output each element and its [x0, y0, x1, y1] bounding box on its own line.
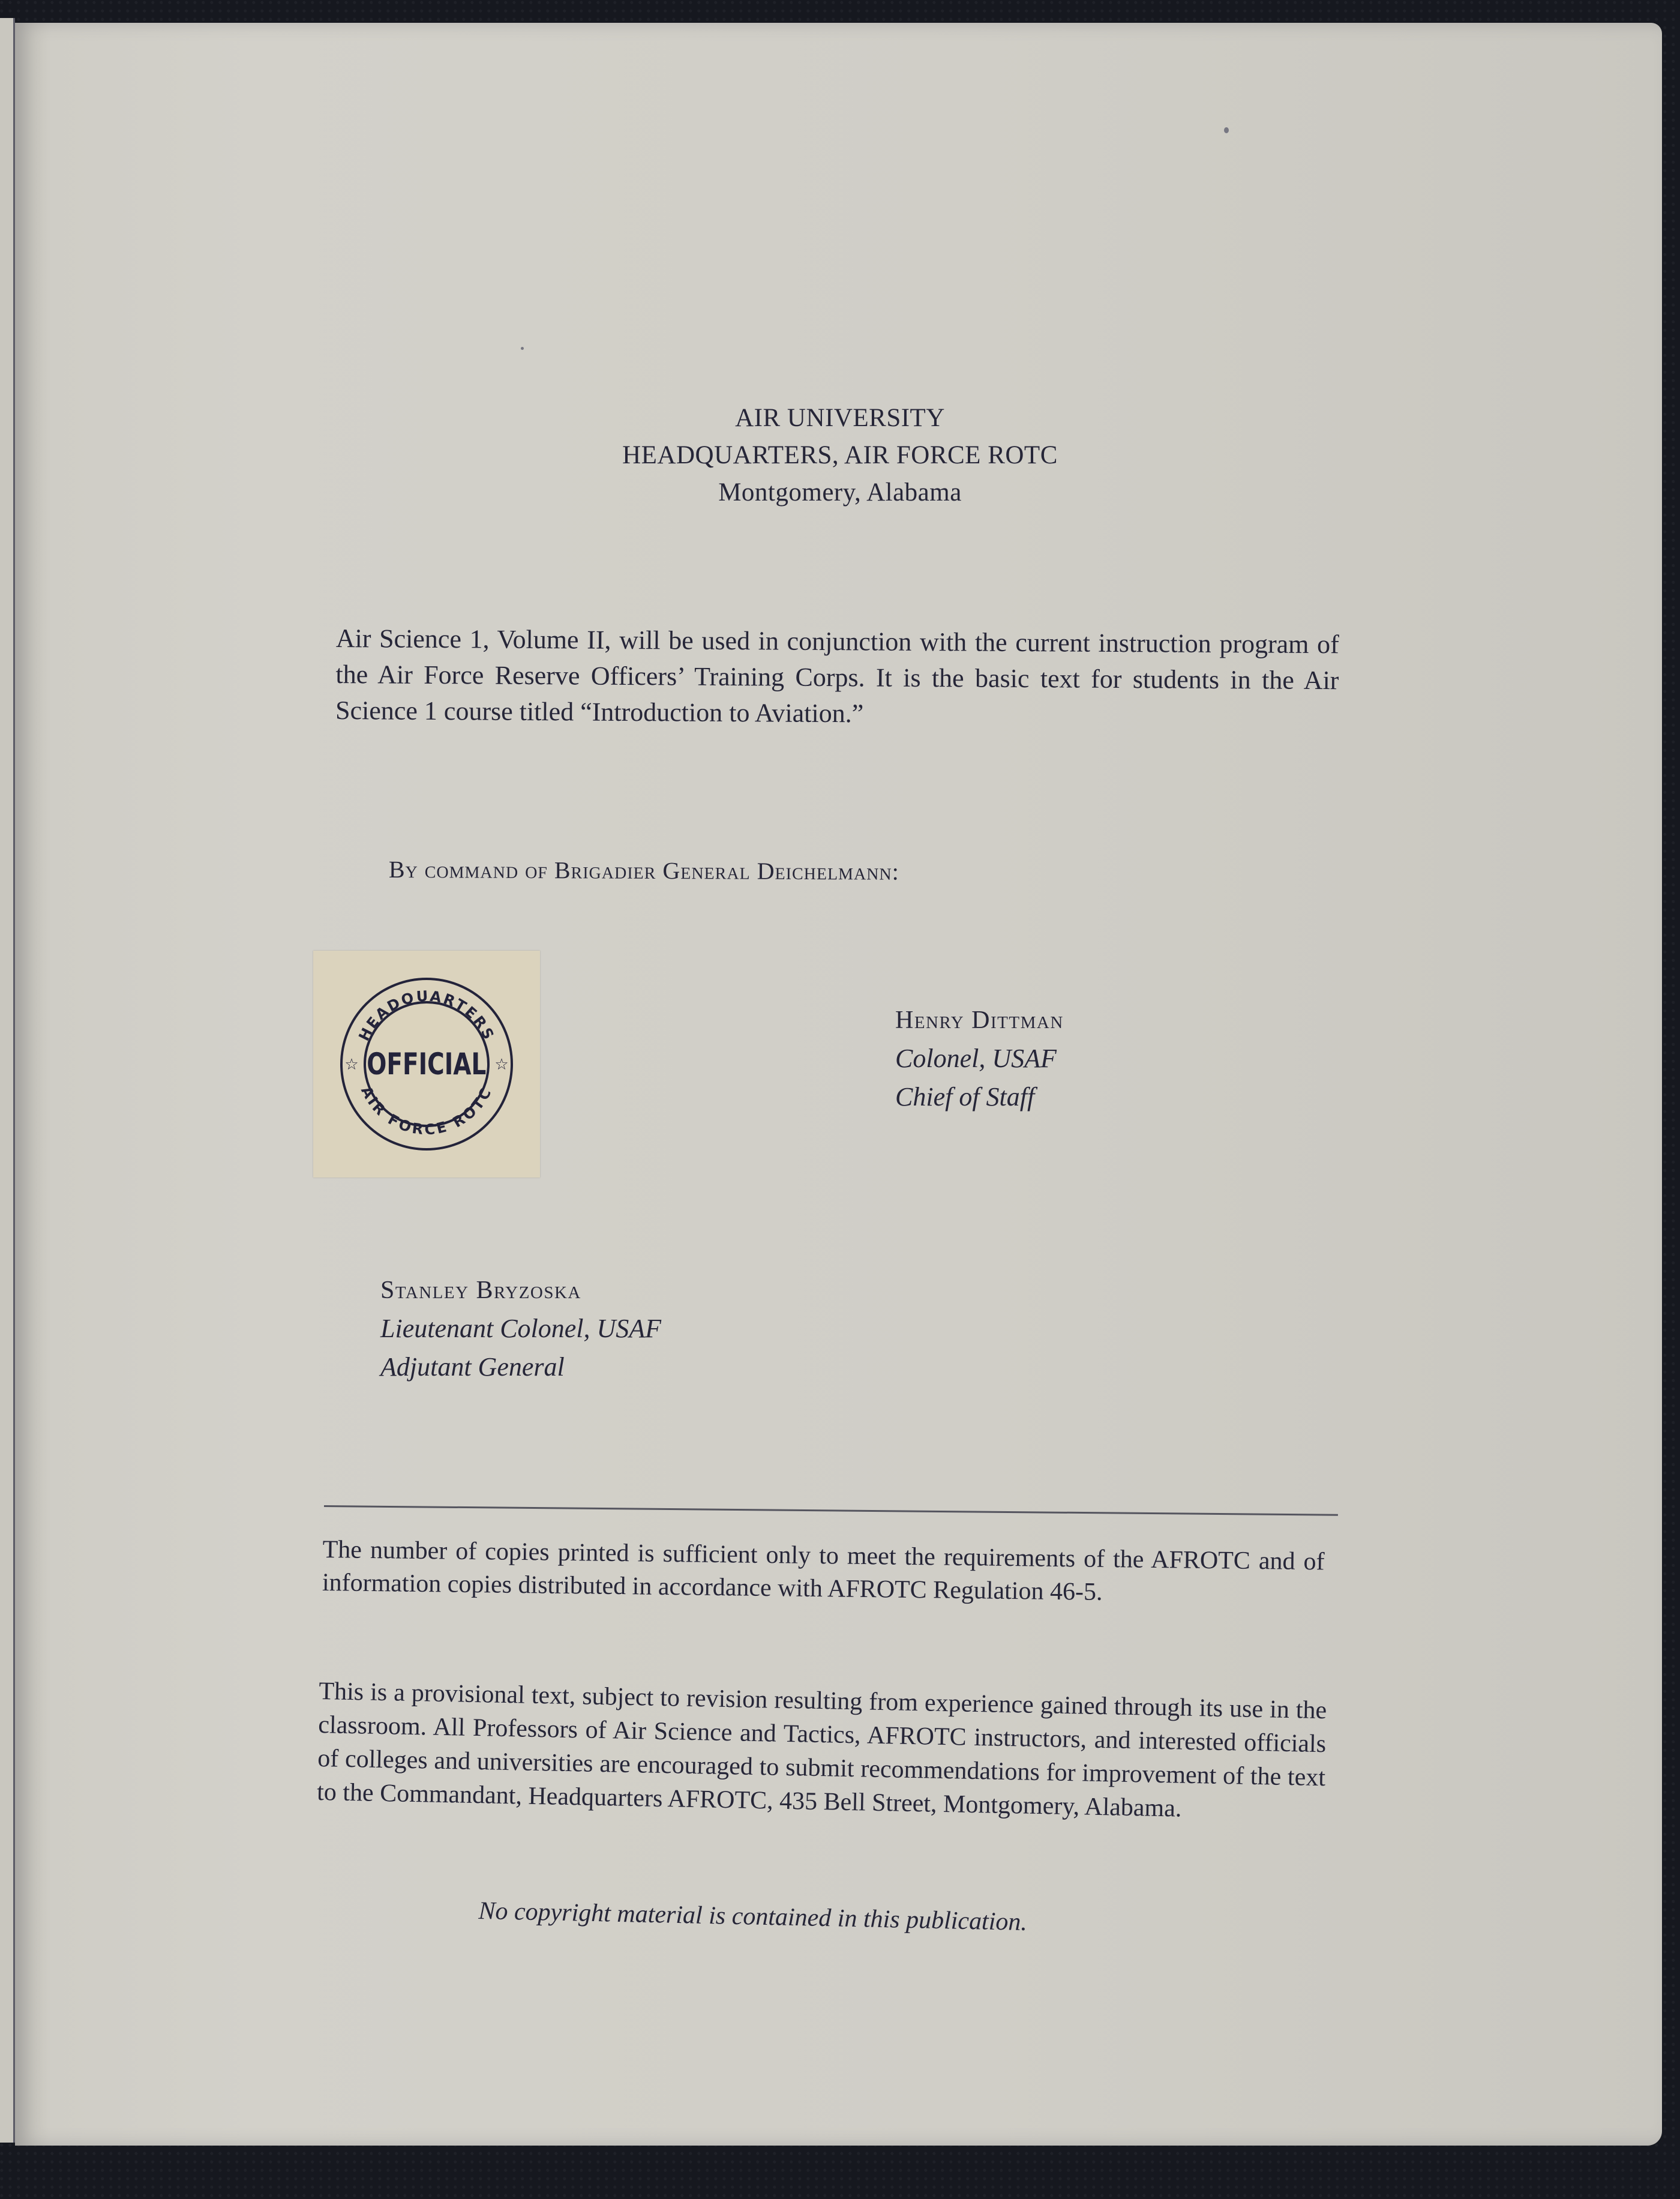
paper-speck — [1224, 127, 1229, 133]
copyright-note: No copyright material is contained in this publication. — [478, 1897, 1028, 1937]
paper-speck — [521, 347, 524, 350]
signer-name: Henry Dittman — [895, 1006, 1064, 1034]
document-page — [15, 23, 1662, 2146]
signer-name: Stanley Bryzoska — [380, 1277, 581, 1304]
intro-paragraph: Air Science 1, Volume II, will be used in conjunction with the current instruction program of the Air Force Reserve Officers’ Training Corps. It is the basic text for students in the Air Science 1 course titled “Introduction to Aviation.” — [335, 623, 1339, 729]
svg-text:OFFICIAL: OFFICIAL — [367, 1046, 487, 1082]
signer-rank: Lieutenant Colonel, USAF — [380, 1314, 662, 1343]
official-seal — [313, 951, 540, 1178]
signature-block-chief-of-staff — [895, 1001, 1064, 1116]
signer-position: Chief of Staff — [895, 1082, 1035, 1112]
command-line: By command of Brigadier General Deichelmann: — [388, 856, 899, 885]
signer-position: Adjutant General — [380, 1352, 565, 1382]
svg-text:☆: ☆ — [494, 1056, 509, 1074]
signature-block-adjutant-general — [380, 1271, 661, 1386]
signer-rank: Colonel, USAF — [895, 1044, 1057, 1073]
svg-text:AIR FORCE ROTC: AIR FORCE ROTC — [358, 1083, 496, 1139]
underlying-page-edge — [0, 18, 15, 2143]
header-location: Montgomery, Alabama — [718, 478, 962, 507]
document-header — [0, 400, 1680, 511]
header-org: AIR UNIVERSITY — [735, 404, 945, 432]
svg-text:HEADQUARTERS: HEADQUARTERS — [355, 987, 498, 1044]
header-unit: HEADQUARTERS, AIR FORCE ROTC — [622, 441, 1058, 469]
distribution-paragraph: The number of copies printed is sufficient only to meet the requirements of the AFROTC and of information copies distributed in accordance with AFROTC Regulation 46-5. — [322, 1535, 1325, 1606]
provisional-text-paragraph: This is a provisional text, subject to revision resulting from experience gained through its use in the classroom. All Professors of Air Science and Tactics, AFROTC instructors, and interested officials of colleges and universities are encouraged to submit recommendations for improvement of the text to the Commandant, Headquarters AFROTC, 435 Bell Street, Montgomery, Alabama. — [316, 1677, 1327, 1823]
svg-text:☆: ☆ — [344, 1056, 359, 1074]
official-seal-icon — [313, 951, 540, 1178]
